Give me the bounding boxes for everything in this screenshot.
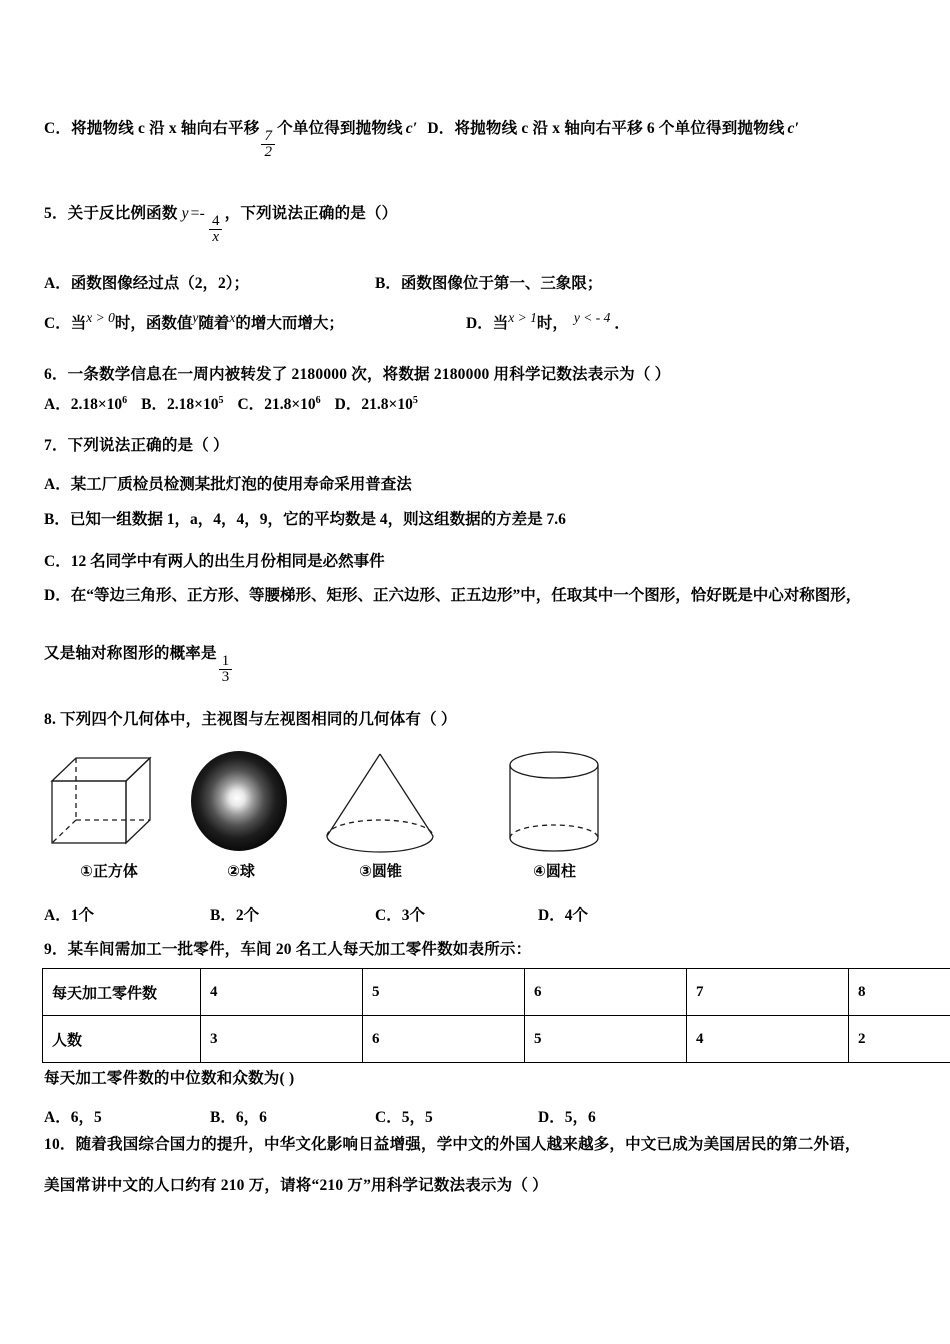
sphere-solid-icon: [185, 748, 297, 858]
table-cell: 8: [849, 969, 950, 1016]
q6-option-b-mantissa: 2.18×10: [167, 396, 219, 413]
table-row: [43, 1016, 950, 1063]
q10-line-1: [44, 1136, 861, 1155]
q4-options-line: [44, 120, 799, 161]
q10-line-2: [44, 1177, 548, 1196]
q5-option-d-math-1: x > 1: [508, 310, 537, 325]
q7-option-d-text: 在“等边三角形、正方形、等腰梯形、矩形、正六边形、正五边形”中，任取其中一个图形，恰好既是中心对称图形，: [70, 587, 862, 604]
q6-stem-text: 一条数学信息在一周内被转发了 2180000 次，将数据 2180000 用科学记数法表示为（ ）: [67, 366, 671, 383]
figure-cube-caption: ①正方体: [80, 863, 138, 880]
figure-cube: [48, 748, 170, 881]
q6-option-a: [44, 392, 127, 414]
q5-fraction-denominator: x: [209, 229, 222, 246]
table-cell: 5: [363, 969, 525, 1016]
q7-option-a-label: A．: [44, 476, 71, 493]
q7-option-b: [44, 507, 566, 529]
q7-option-d: [44, 583, 861, 605]
table-cell: 6: [525, 969, 687, 1016]
q8-stem: [44, 711, 457, 730]
q5-option-a-text: 函数图像经过点（2，2）；: [70, 275, 249, 292]
q8-figures-group: [0, 745, 950, 890]
q6-option-d-mantissa: 21.8×10: [361, 396, 413, 413]
q7-option-b-label: B．: [44, 511, 70, 528]
q5-option-a: [44, 271, 249, 293]
q9-option-d: [538, 1105, 596, 1127]
q7-option-d-continuation: [44, 645, 234, 686]
q8-option-a-text: 1个: [70, 907, 94, 924]
q4-fraction-seven-halves: [261, 129, 275, 162]
q9-option-d-label: D．: [538, 1109, 565, 1126]
q6-option-a-mantissa: 2.18×10: [70, 396, 123, 413]
q6-option-c: [237, 392, 320, 414]
table-row-header: 人数: [43, 1016, 201, 1063]
q5-fraction-four-over-x: [209, 214, 223, 247]
table-cell: 5: [525, 1016, 687, 1063]
q5-option-a-label: A．: [44, 275, 71, 292]
q5-stem-post: ，下列说法正确的是（）: [224, 205, 398, 222]
q5-option-c-math-3: x: [229, 310, 236, 325]
q4-option-d-curve-label: c′: [787, 120, 800, 137]
q6-option-b: [141, 392, 223, 414]
figure-cylinder-caption: ④圆柱: [533, 863, 576, 880]
q5-option-b-label: B．: [375, 275, 401, 292]
q6-option-c-label: C．: [237, 396, 265, 413]
q8-option-b-text: 2个: [235, 907, 260, 924]
q9-stem-text: 某车间需加工一批零件，车间 20 名工人每天加工零件数如表所示：: [67, 941, 532, 958]
q5-option-b-text: 函数图像位于第一、三象限；: [400, 275, 603, 292]
q4-fraction-numerator: 7: [264, 127, 273, 144]
q9-option-a-label: A．: [44, 1109, 71, 1126]
q5-option-d-label: D．: [466, 315, 493, 332]
q5-option-c-t2: 时，函数值: [114, 315, 193, 332]
q5-option-c-math-1: x > 0: [86, 310, 115, 325]
q7-option-c: [44, 549, 385, 571]
q5-option-d: [466, 311, 630, 333]
q7-option-b-text: 已知一组数据 1，a，4，4，9，它的平均数是 4，则这组数据的方差是 7.6: [69, 511, 566, 528]
q8-option-a: [44, 903, 94, 925]
q5-stem: [44, 205, 397, 246]
q5-option-c-t4: 的增大而增大；: [235, 315, 344, 332]
figure-cylinder: [492, 748, 617, 881]
cone-solid-icon: [313, 748, 448, 858]
q8-stem-text: 下列四个几何体中，主视图与左视图相同的几何体有（ ）: [60, 711, 457, 728]
q7-stem: [44, 437, 229, 456]
q5-option-c-label-text: C．: [44, 315, 71, 332]
q6-stem: [44, 366, 670, 385]
figure-cone-caption: ③圆锥: [359, 863, 402, 880]
q6-option-c-exponent: 6: [315, 394, 321, 406]
q4-option-c-curve-label: c′: [405, 120, 418, 137]
q6-option-b-exponent: 5: [218, 394, 224, 406]
q8-number: 8.: [44, 711, 57, 728]
q10-line-2-text: 美国常讲中文的人口约有 210 万，请将“210 万”用科学记数法表示为（ ）: [44, 1177, 548, 1194]
q5-formula-y: y: [181, 205, 189, 222]
q7-stem-text: 下列说法正确的是（ ）: [67, 437, 229, 454]
table-cell: 7: [687, 969, 849, 1016]
q5-option-d-t1: 当: [492, 315, 509, 332]
figure-cone: [313, 748, 448, 881]
q6-option-a-exponent: 6: [122, 394, 128, 406]
q7-fraction-denominator: 3: [219, 669, 233, 686]
q8-option-d: [538, 903, 588, 925]
q5-option-c-t1: 当: [70, 315, 87, 332]
q7-fraction-numerator: 1: [221, 652, 230, 669]
q10-number: 10．: [44, 1136, 76, 1153]
q5-option-c: [44, 311, 344, 333]
q9-option-b: [210, 1105, 267, 1127]
q5-option-c-t3: 随着: [198, 315, 230, 332]
q4-option-c-label-text: C．将抛物线 c 沿 x 轴向右平移: [44, 120, 260, 137]
table-cell: 4: [687, 1016, 849, 1063]
q9-option-d-text: 5，6: [564, 1109, 596, 1126]
q9-option-c-label: C．: [375, 1109, 402, 1126]
figure-sphere-caption: ②球: [227, 863, 255, 880]
q9-option-a: [44, 1105, 102, 1127]
q9-option-a-text: 6，5: [70, 1109, 102, 1126]
q8-option-d-label: D．: [538, 907, 565, 924]
table-row-header: 每天加工零件数: [43, 969, 201, 1016]
q7-option-a: [44, 472, 412, 494]
q7-option-c-label: C．: [44, 553, 71, 570]
q5-formula-equals: =-: [190, 205, 205, 222]
q6-option-d-label: D．: [334, 396, 362, 413]
table-cell: 4: [201, 969, 363, 1016]
q6-number: 6．: [44, 366, 68, 383]
q8-option-b: [210, 903, 259, 925]
q8-option-c-text: 3个: [401, 907, 425, 924]
q7-fraction-one-third: [219, 654, 233, 687]
q6-option-d: [335, 392, 418, 414]
table-cell: 6: [363, 1016, 525, 1063]
q5-stem-pre: 关于反比例函数: [67, 205, 178, 222]
q5-option-c-math-2: y: [192, 310, 199, 325]
q8-option-a-label: A．: [44, 907, 71, 924]
table-cell: 2: [849, 1016, 950, 1063]
q7-option-a-text: 某工厂质检员检测某批灯泡的使用寿命采用普查法: [70, 476, 412, 493]
q6-option-b-label: B．: [141, 396, 168, 413]
q6-option-d-exponent: 5: [412, 394, 418, 406]
figure-sphere: [185, 748, 297, 881]
q5-number: 5．: [44, 205, 68, 222]
q9-sub-stem: [44, 1070, 294, 1089]
q4-fraction-denominator: 2: [261, 144, 275, 161]
q9-option-c-text: 5，5: [401, 1109, 433, 1126]
q9-data-table: [42, 968, 950, 1063]
q5-option-d-math-2: y < - 4: [573, 310, 611, 325]
q9-option-b-text: 6，6: [235, 1109, 267, 1126]
q6-option-a-label: A．: [44, 396, 71, 413]
q9-option-c: [375, 1105, 433, 1127]
q8-option-c: [375, 903, 425, 925]
q4-option-c-post-text: 个单位得到抛物线: [277, 120, 403, 137]
cube-solid-icon: [48, 748, 170, 858]
q5-fraction-numerator: 4: [211, 212, 220, 229]
q8-option-b-label: B．: [210, 907, 236, 924]
q9-sub-stem-text: 每天加工零件数的中位数和众数为( ): [44, 1070, 295, 1087]
q7-option-d-continuation-text: 又是轴对称图形的概率是: [44, 645, 217, 662]
table-cell: 3: [201, 1016, 363, 1063]
q7-option-c-text: 12 名同学中有两人的出生月份相同是必然事件: [70, 553, 385, 570]
q8-option-c-label: C．: [375, 907, 402, 924]
cylinder-solid-icon: [492, 748, 617, 858]
q10-line-1-text: 随着我国综合国力的提升，中华文化影响日益增强，学中文的外国人越来越多，中文已成为美国居民的第二外语，: [75, 1136, 861, 1153]
q4-option-d-text: D．将抛物线 c 沿 x 轴向右平移 6 个单位得到抛物线: [427, 120, 785, 137]
q9-stem: [44, 941, 531, 960]
q9-number: 9．: [44, 941, 68, 958]
q7-option-d-label: D．: [44, 587, 71, 604]
q6-options-row: [44, 392, 418, 414]
q6-option-c-mantissa: 21.8×10: [264, 396, 316, 413]
q9-option-b-label: B．: [210, 1109, 236, 1126]
q5-option-d-t3: ．: [614, 315, 630, 332]
q7-number: 7．: [44, 437, 68, 454]
table-row: [43, 969, 950, 1016]
q5-option-d-t2: 时，: [536, 315, 568, 332]
q5-option-b: [375, 271, 602, 293]
q8-option-d-text: 4个: [564, 907, 588, 924]
